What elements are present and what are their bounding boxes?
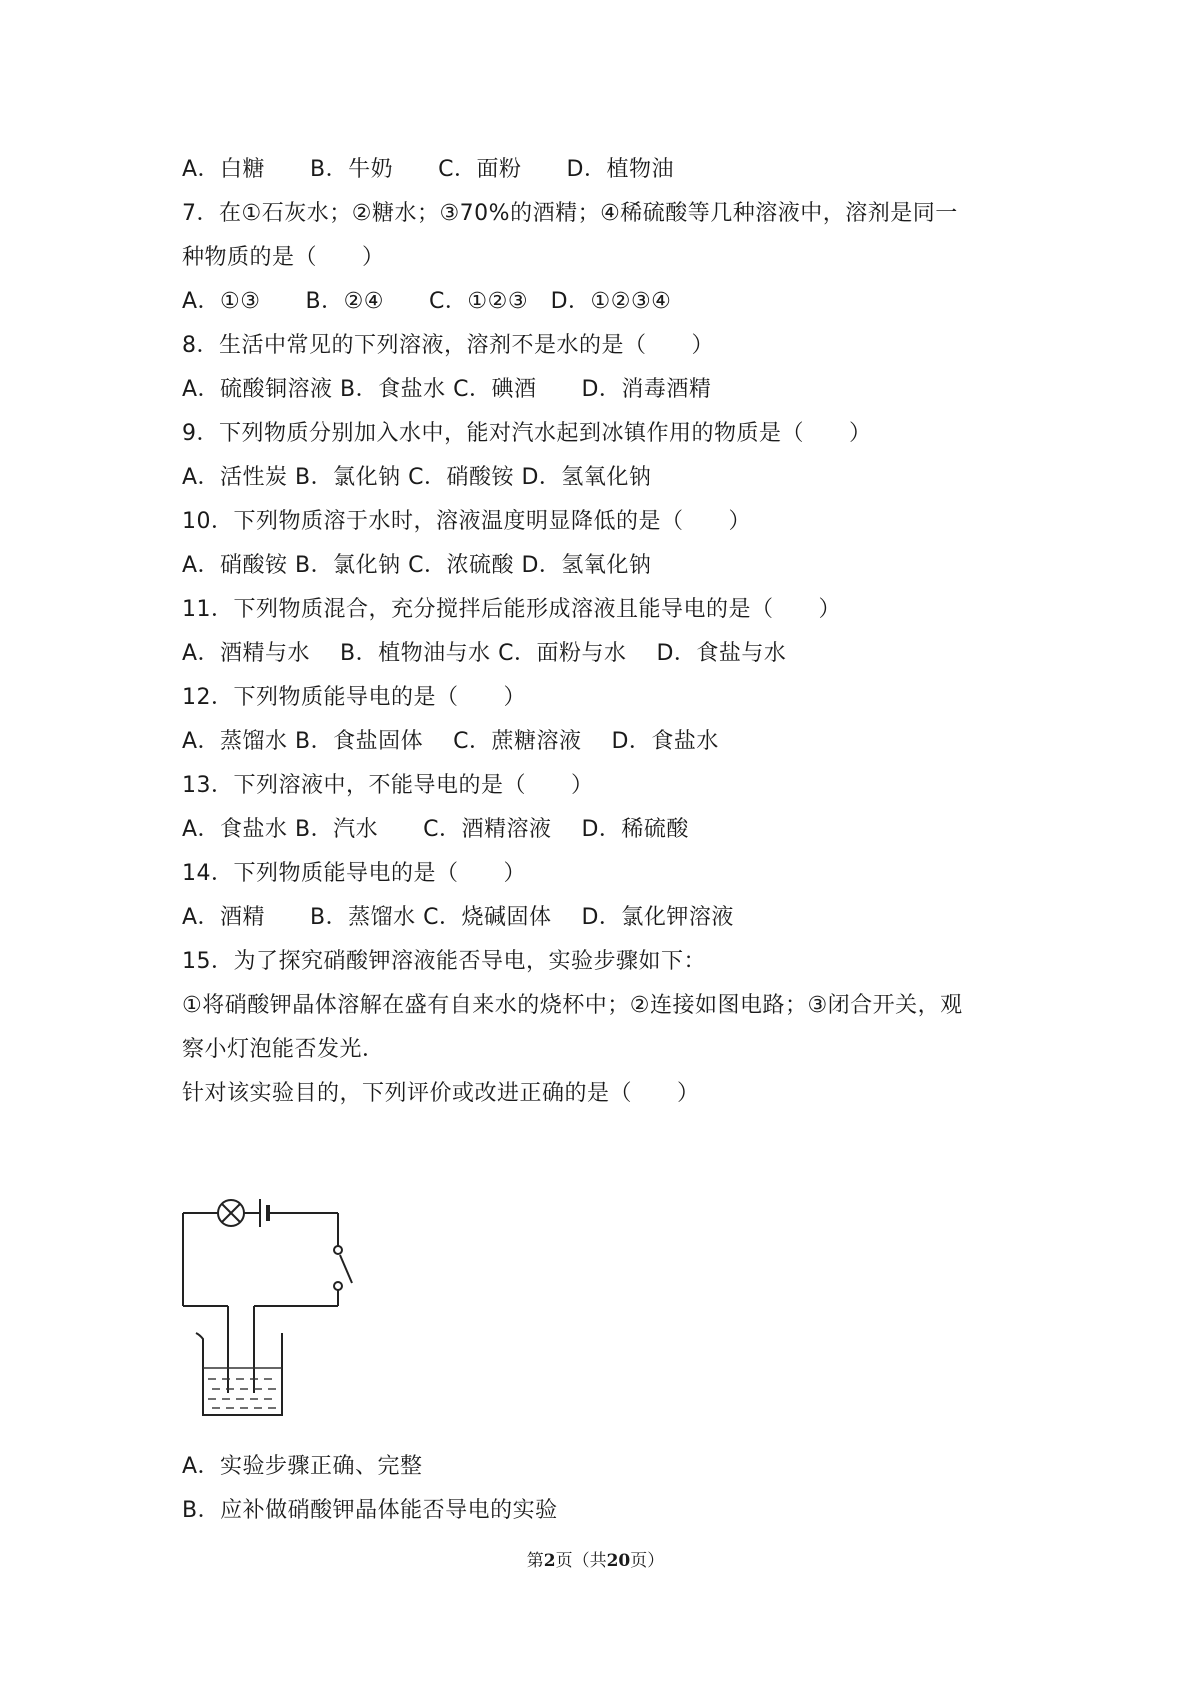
footer-suffix: 页） (630, 1551, 665, 1571)
q9-options: A．活性炭 B．氯化钠 C．硝酸铵 D．氢氧化钠 (182, 465, 652, 490)
q7-options: A．①③ B．②④ C．①②③ D．①②③④ (182, 289, 672, 314)
beaker-icon (196, 1333, 282, 1415)
q12-options: A．蒸馏水 B．食盐固体 C．蔗糖溶液 D．食盐水 (182, 729, 719, 754)
footer-page-number: 2 (543, 1551, 556, 1571)
q12-stem: 12．下列物质能导电的是（ ） (182, 685, 526, 710)
footer-middle: 页（共 (555, 1551, 607, 1571)
q10-stem: 10．下列物质溶于水时，溶液温度明显降低的是（ ） (182, 509, 751, 534)
q15-steps-line2: 察小灯泡能否发光． (182, 1037, 385, 1062)
q15-question: 针对该实验目的，下列评价或改进正确的是（ ） (182, 1081, 700, 1106)
q14-options: A．酒精 B．蒸馏水 C．烧碱固体 D．氯化钾溶液 (182, 905, 734, 930)
q15-steps-line1: ①将硝酸钾晶体溶解在盛有自来水的烧杯中；②连接如图电路；③闭合开关，观 (182, 993, 963, 1018)
q11-options: A．酒精与水 B．植物油与水 C．面粉与水 D．食盐与水 (182, 641, 787, 666)
footer-prefix: 第 (526, 1551, 544, 1571)
circuit-diagram (178, 1183, 368, 1423)
q9-stem: 9．下列物质分别加入水中，能对汽水起到冰镇作用的物质是（ ） (182, 421, 872, 446)
q15-stem: 15．为了探究硝酸钾溶液能否导电，实验步骤如下： (182, 949, 706, 974)
q11-stem: 11．下列物质混合，充分搅拌后能形成溶液且能导电的是（ ） (182, 597, 841, 622)
q14-stem: 14．下列物质能导电的是（ ） (182, 861, 526, 886)
q8-stem: 8．生活中常见的下列溶液，溶剂不是水的是（ ） (182, 333, 714, 358)
switch-contact-top (334, 1246, 342, 1254)
footer-total-pages: 20 (606, 1551, 631, 1571)
q15-option-b: B．应补做硝酸钾晶体能否导电的实验 (182, 1498, 558, 1523)
q13-options: A．食盐水 B．汽水 C．酒精溶液 D．稀硫酸 (182, 817, 689, 842)
q7-stem-line1: 7．在①石灰水；②糖水；③70%的酒精；④稀硫酸等几种溶液中，溶剂是同一 (182, 201, 958, 226)
page-footer (0, 1546, 1191, 1571)
switch-icon (340, 1255, 352, 1283)
switch-contact-bottom (334, 1282, 342, 1290)
solution-lines (203, 1368, 282, 1408)
q15-option-a: A．实验步骤正确、完整 (182, 1454, 423, 1479)
q13-stem: 13．下列溶液中，不能导电的是（ ） (182, 773, 594, 798)
q8-options: A．硫酸铜溶液 B．食盐水 C．碘酒 D．消毒酒精 (182, 377, 712, 402)
q10-options: A．硝酸铵 B．氯化钠 C．浓硫酸 D．氢氧化钠 (182, 553, 652, 578)
q7-stem-line2: 种物质的是（ ） (182, 245, 385, 270)
q6-options: A．白糖 B．牛奶 C．面粉 D．植物油 (182, 157, 674, 182)
